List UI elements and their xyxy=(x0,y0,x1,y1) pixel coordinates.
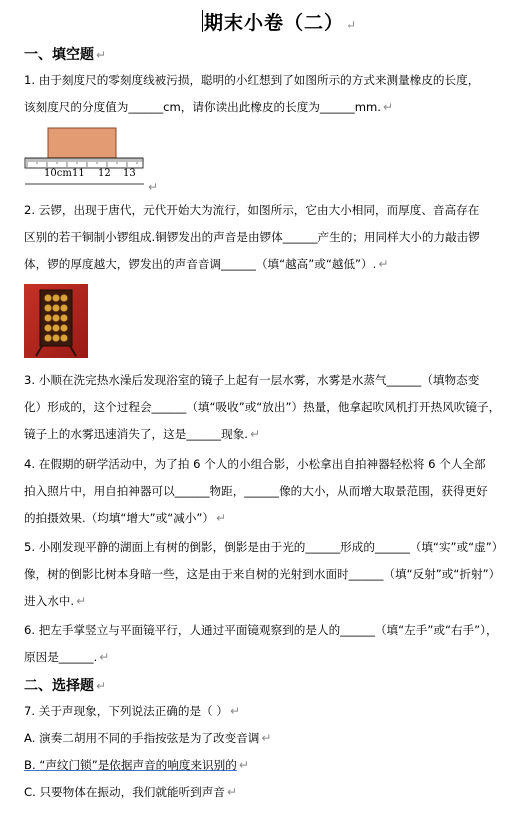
yunluo-photo xyxy=(24,284,88,358)
q6-line-1: 6. 把左手掌竖立与平面镜平行，人通过平面镜观察到的是人的______（填“左手”或“右手”）， xyxy=(24,623,498,637)
q2-line-3: 体，锣的厚度越大，锣发出的声音音调______（填“越高”或“越低”）. ↵ xyxy=(24,257,389,271)
q3-line-1: 3. 小顺在洗完热水澡后发现浴室的镜子上起有一层水雾，水雾是水蒸气______（填物态变 xyxy=(24,373,480,387)
paragraph-mark-icon: ↵ xyxy=(148,180,159,194)
q4-line-3: 的拍摄效果.（均填“增大”或“减小”） ↵ xyxy=(24,511,227,525)
q5-line-1: 5. 小刚发现平静的湖面上有树的倒影，倒影是由于光的______形成的______（填“实”或“虚”） xyxy=(24,540,504,554)
q1-line-2: 该刻度尺的分度值为______cm，请你读出此橡皮的长度为______mm. ↵ xyxy=(24,100,394,114)
q7-option-c: C. 只要物体在振动，我们就能听到声音 ↵ xyxy=(24,785,238,799)
q7-stem: 7. 关于声现象，下列说法正确的是（ ） ↵ xyxy=(24,704,240,718)
ruler-label-12: 12 xyxy=(98,168,111,179)
ruler-label-10: 10cm xyxy=(44,168,72,179)
section-heading-fill-blank: 一、填空题 ↵ xyxy=(24,47,107,63)
paragraph-mark-icon: ↵ xyxy=(346,18,358,32)
q2-line-1: 2. 云锣，出现于唐代，元代开始大为流行，如图所示，它由大小相同，而厚度、音高存在 xyxy=(24,203,480,217)
section-heading-choice: 二、选择题 ↵ xyxy=(24,678,107,694)
page-title: 期末小卷（二） ↵ xyxy=(204,12,358,34)
q4-line-2: 拍入照片中，用自拍神器可以______物距，______像的大小，从而增大取景范围，获得更好 xyxy=(24,484,488,498)
q6-line-2: 原因是______. ↵ xyxy=(24,650,110,664)
q2-line-2: 区别的若干铜制小锣组成.铜锣发出的声音是由锣体______产生的；用同样大小的力敲击锣 xyxy=(24,230,480,244)
q3-line-2: 化）形成的，这个过程会______（填“吸收”或“放出”）热量，他拿起吹风机打开热风吹镜子， xyxy=(24,400,501,414)
q7-option-b: B. “声纹门锁”是依据声音的响度来识别的 ↵ xyxy=(24,758,249,772)
q5-line-3: 进入水中. ↵ xyxy=(24,594,87,608)
q7-option-a: A. 演奏二胡用不同的手指按弦是为了改变音调 ↵ xyxy=(24,731,272,745)
text-cursor xyxy=(202,10,203,32)
ruler-body xyxy=(25,158,143,168)
q3-line-3: 镜子上的水雾迅速消失了，这是______现象. ↵ xyxy=(24,427,261,441)
q1-line-1: 1. 由于刻度尺的零刻度线被污损，聪明的小红想到了如图所示的方式来测量橡皮的长度， xyxy=(24,73,480,87)
eraser xyxy=(48,128,116,158)
ruler-label-11: 11 xyxy=(72,168,85,179)
q5-line-2: 像，树的倒影比树本身暗一些，这是由于来自树的光射到水面时______（填“反射”或“折射”） xyxy=(24,567,501,581)
ruler-label-13: 13 xyxy=(123,168,136,179)
q4-line-1: 4. 在假期的研学活动中，为了拍 6 个人的小组合影，小松拿出自拍神器轻松将 6 个人全部 xyxy=(24,457,486,471)
